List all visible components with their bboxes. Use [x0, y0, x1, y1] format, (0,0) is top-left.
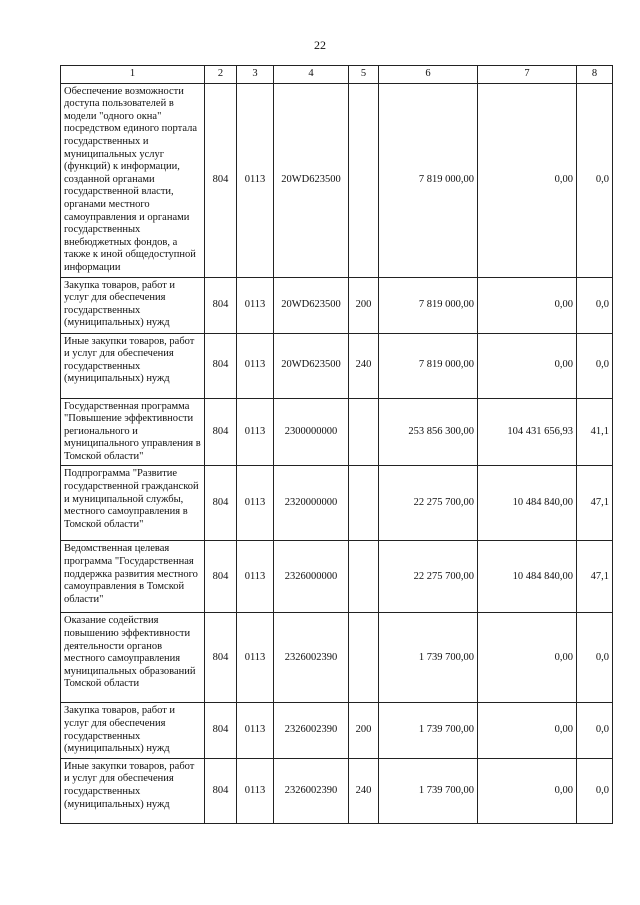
- section-code-cell: 0113: [237, 83, 274, 277]
- expense-type-cell: [349, 398, 379, 466]
- section-code-cell: 0113: [237, 466, 274, 541]
- table-row: [61, 541, 613, 613]
- row-name-cell: Государственная программа "Повышение эффективности регионального и муниципального управления в Томской области": [61, 398, 205, 466]
- execution-percent-cell: 47,1: [577, 541, 613, 613]
- target-article-cell: 20WD623500: [274, 333, 349, 398]
- row-name-cell: Обеспечение возможности доступа пользователей в модели "одного окна" посредством единого портала государственных и муниципальных услуг (функций) к информации, созданной органами государственной власти, органами местного самоуправления и органами государственных внебюджетных фондов, а также к иной общедоступной информации: [61, 83, 205, 277]
- planned-amount-cell: 1 739 700,00: [379, 758, 478, 823]
- expense-type-cell: [349, 613, 379, 703]
- expense-type-cell: 240: [349, 333, 379, 398]
- execution-percent-cell: 0,0: [577, 703, 613, 758]
- column-header-1: 1: [61, 66, 205, 84]
- column-header-5: 5: [349, 66, 379, 84]
- column-header-2: 2: [205, 66, 237, 84]
- planned-amount-cell: 1 739 700,00: [379, 613, 478, 703]
- target-article-cell: 2300000000: [274, 398, 349, 466]
- executed-amount-cell: 0,00: [478, 703, 577, 758]
- row-name-cell: Подпрограмма "Развитие государственной гражданской и муниципальной службы, местного самоуправления в Томской области": [61, 466, 205, 541]
- budget-table: [60, 65, 613, 824]
- ministry-code-cell: 804: [205, 466, 237, 541]
- ministry-code-cell: 804: [205, 541, 237, 613]
- table-header-row: [61, 66, 613, 84]
- section-code-cell: 0113: [237, 277, 274, 333]
- executed-amount-cell: 0,00: [478, 758, 577, 823]
- column-header-8: 8: [577, 66, 613, 84]
- row-name-cell: Оказание содействия повышению эффективности деятельности органов местного самоуправления муниципальных образований Томской области: [61, 613, 205, 703]
- executed-amount-cell: 0,00: [478, 333, 577, 398]
- target-article-cell: 2326000000: [274, 541, 349, 613]
- executed-amount-cell: 0,00: [478, 83, 577, 277]
- planned-amount-cell: 22 275 700,00: [379, 541, 478, 613]
- ministry-code-cell: 804: [205, 758, 237, 823]
- target-article-cell: 2326002390: [274, 703, 349, 758]
- column-header-7: 7: [478, 66, 577, 84]
- executed-amount-cell: 10 484 840,00: [478, 466, 577, 541]
- executed-amount-cell: 10 484 840,00: [478, 541, 577, 613]
- section-code-cell: 0113: [237, 703, 274, 758]
- execution-percent-cell: 41,1: [577, 398, 613, 466]
- table-body: [61, 83, 613, 823]
- column-header-3: 3: [237, 66, 274, 84]
- expense-type-cell: [349, 541, 379, 613]
- row-name-cell: Ведомственная целевая программа "Государственная поддержка развития местного самоуправления в Томской области": [61, 541, 205, 613]
- section-code-cell: 0113: [237, 398, 274, 466]
- table-row: [61, 277, 613, 333]
- execution-percent-cell: 0,0: [577, 277, 613, 333]
- row-name-cell: Иные закупки товаров, работ и услуг для обеспечения государственных (муниципальных) нужд: [61, 758, 205, 823]
- column-header-4: 4: [274, 66, 349, 84]
- ministry-code-cell: 804: [205, 398, 237, 466]
- planned-amount-cell: 1 739 700,00: [379, 703, 478, 758]
- executed-amount-cell: 0,00: [478, 613, 577, 703]
- column-header-6: 6: [379, 66, 478, 84]
- execution-percent-cell: 0,0: [577, 758, 613, 823]
- ministry-code-cell: 804: [205, 613, 237, 703]
- row-name-cell: Закупка товаров, работ и услуг для обеспечения государственных (муниципальных) нужд: [61, 703, 205, 758]
- table-row: [61, 83, 613, 277]
- executed-amount-cell: 0,00: [478, 277, 577, 333]
- expense-type-cell: [349, 466, 379, 541]
- target-article-cell: 20WD623500: [274, 83, 349, 277]
- section-code-cell: 0113: [237, 541, 274, 613]
- ministry-code-cell: 804: [205, 83, 237, 277]
- execution-percent-cell: 0,0: [577, 83, 613, 277]
- expense-type-cell: 240: [349, 758, 379, 823]
- section-code-cell: 0113: [237, 333, 274, 398]
- ministry-code-cell: 804: [205, 277, 237, 333]
- executed-amount-cell: 104 431 656,93: [478, 398, 577, 466]
- execution-percent-cell: 0,0: [577, 613, 613, 703]
- ministry-code-cell: 804: [205, 703, 237, 758]
- table-row: [61, 398, 613, 466]
- ministry-code-cell: 804: [205, 333, 237, 398]
- table-row: [61, 333, 613, 398]
- section-code-cell: 0113: [237, 758, 274, 823]
- table-row: [61, 758, 613, 823]
- section-code-cell: 0113: [237, 613, 274, 703]
- target-article-cell: 2320000000: [274, 466, 349, 541]
- target-article-cell: 20WD623500: [274, 277, 349, 333]
- planned-amount-cell: 253 856 300,00: [379, 398, 478, 466]
- page-number: 22: [314, 38, 326, 52]
- execution-percent-cell: 47,1: [577, 466, 613, 541]
- expense-type-cell: [349, 83, 379, 277]
- table-row: [61, 466, 613, 541]
- table-row: [61, 613, 613, 703]
- expense-type-cell: 200: [349, 703, 379, 758]
- planned-amount-cell: 22 275 700,00: [379, 466, 478, 541]
- table-row: [61, 703, 613, 758]
- target-article-cell: 2326002390: [274, 613, 349, 703]
- planned-amount-cell: 7 819 000,00: [379, 333, 478, 398]
- execution-percent-cell: 0,0: [577, 333, 613, 398]
- row-name-cell: Закупка товаров, работ и услуг для обеспечения государственных (муниципальных) нужд: [61, 277, 205, 333]
- planned-amount-cell: 7 819 000,00: [379, 83, 478, 277]
- row-name-cell: Иные закупки товаров, работ и услуг для обеспечения государственных (муниципальных) нужд: [61, 333, 205, 398]
- planned-amount-cell: 7 819 000,00: [379, 277, 478, 333]
- target-article-cell: 2326002390: [274, 758, 349, 823]
- expense-type-cell: 200: [349, 277, 379, 333]
